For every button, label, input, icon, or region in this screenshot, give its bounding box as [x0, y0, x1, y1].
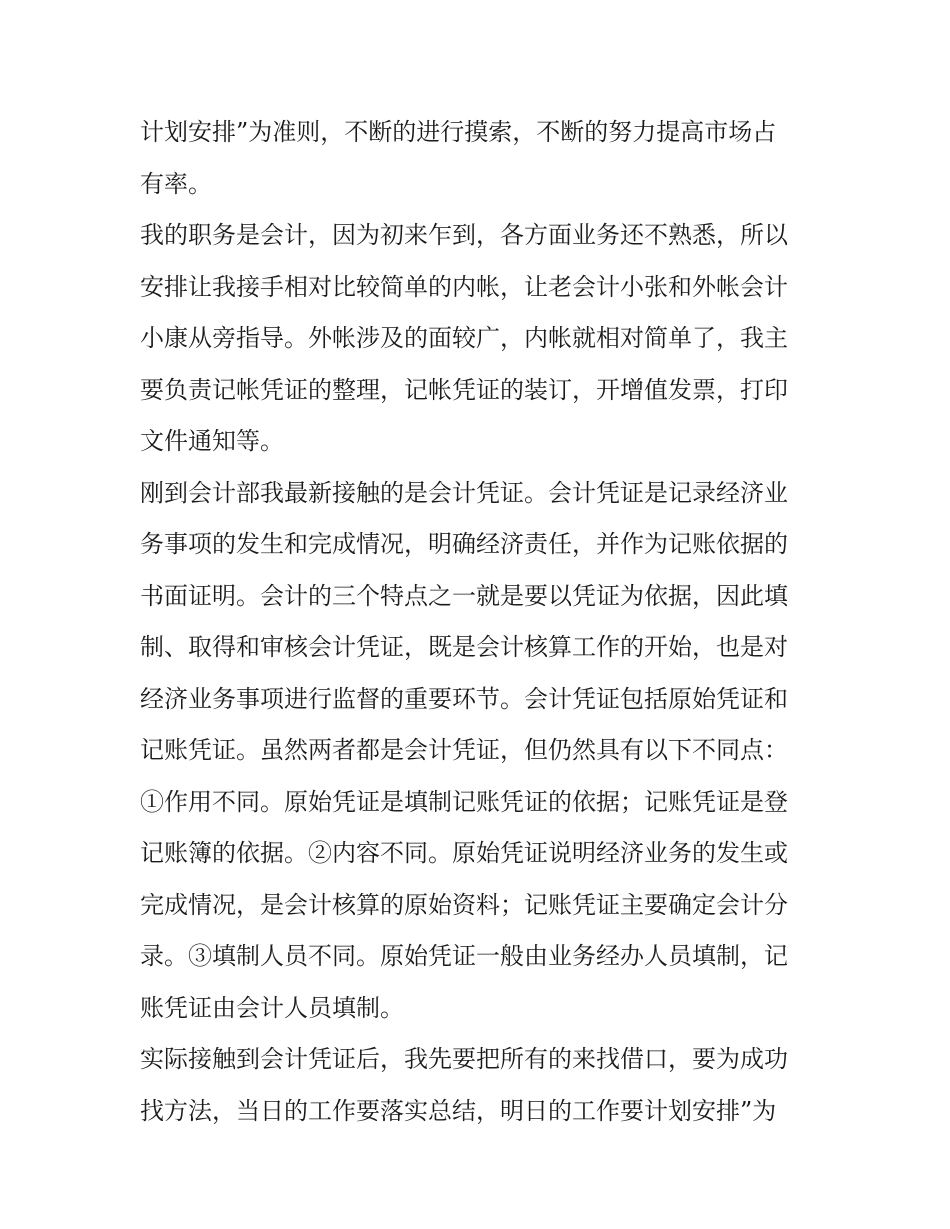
text-line: 要负责记帐凭证的整理，记帐凭证的装订，开增值发票，打印	[140, 375, 788, 404]
text-line: ①作用不同。原始凭证是填制记账凭证的依据；记账凭证是登	[140, 787, 788, 816]
text-line: 账凭证由会计人员填制。	[140, 993, 404, 1022]
text-line: 实际接触到会计凭证后，我先要把所有的来找借口，要为成功	[140, 1045, 788, 1073]
text-line: 经济业务事项进行监督的重要环节。会计凭证包括原始凭证和	[140, 684, 788, 713]
text-line: 记账簿的依据。②内容不同。原始凭证说明经济业务的发生或	[140, 839, 788, 867]
text-line: 文件通知等。	[140, 427, 284, 455]
text-line: 找方法，当日的工作要落实总结，明日的工作要计划安排”为	[140, 1096, 777, 1125]
text-line: 计划安排”为准则，不断的进行摸索，不断的努力提高市场占	[140, 118, 777, 146]
text-line: 记账凭证。虽然两者都是会计凭证，但仍然具有以下不同点：	[140, 736, 788, 764]
text-line: 务事项的发生和完成情况，明确经济责任，并作为记账依据的	[140, 530, 788, 558]
text-line: 完成情况，是会计核算的原始资料；记账凭证主要确定会计分	[140, 890, 788, 919]
text-line: 我的职务是会计，因为初来乍到，各方面业务还不熟悉，所以	[140, 221, 788, 249]
text-line: 制、取得和审核会计凭证，既是会计核算工作的开始，也是对	[140, 633, 788, 661]
text-line: 安排让我接手相对比较简单的内帐，让老会计小张和外帐会计	[140, 272, 788, 301]
document-body	[140, 107, 816, 1137]
text-line: 书面证明。会计的三个特点之一就是要以凭证为依据，因此填	[140, 581, 788, 610]
text-line: 小康从旁指导。外帐涉及的面较广，内帐就相对简单了，我主	[140, 324, 788, 352]
text-line: 有率。	[140, 169, 212, 198]
text-line: 录。③填制人员不同。原始凭证一般由业务经办人员填制，记	[140, 942, 788, 970]
text-line: 刚到会计部我最新接触的是会计凭证。会计凭证是记录经济业	[140, 478, 788, 507]
